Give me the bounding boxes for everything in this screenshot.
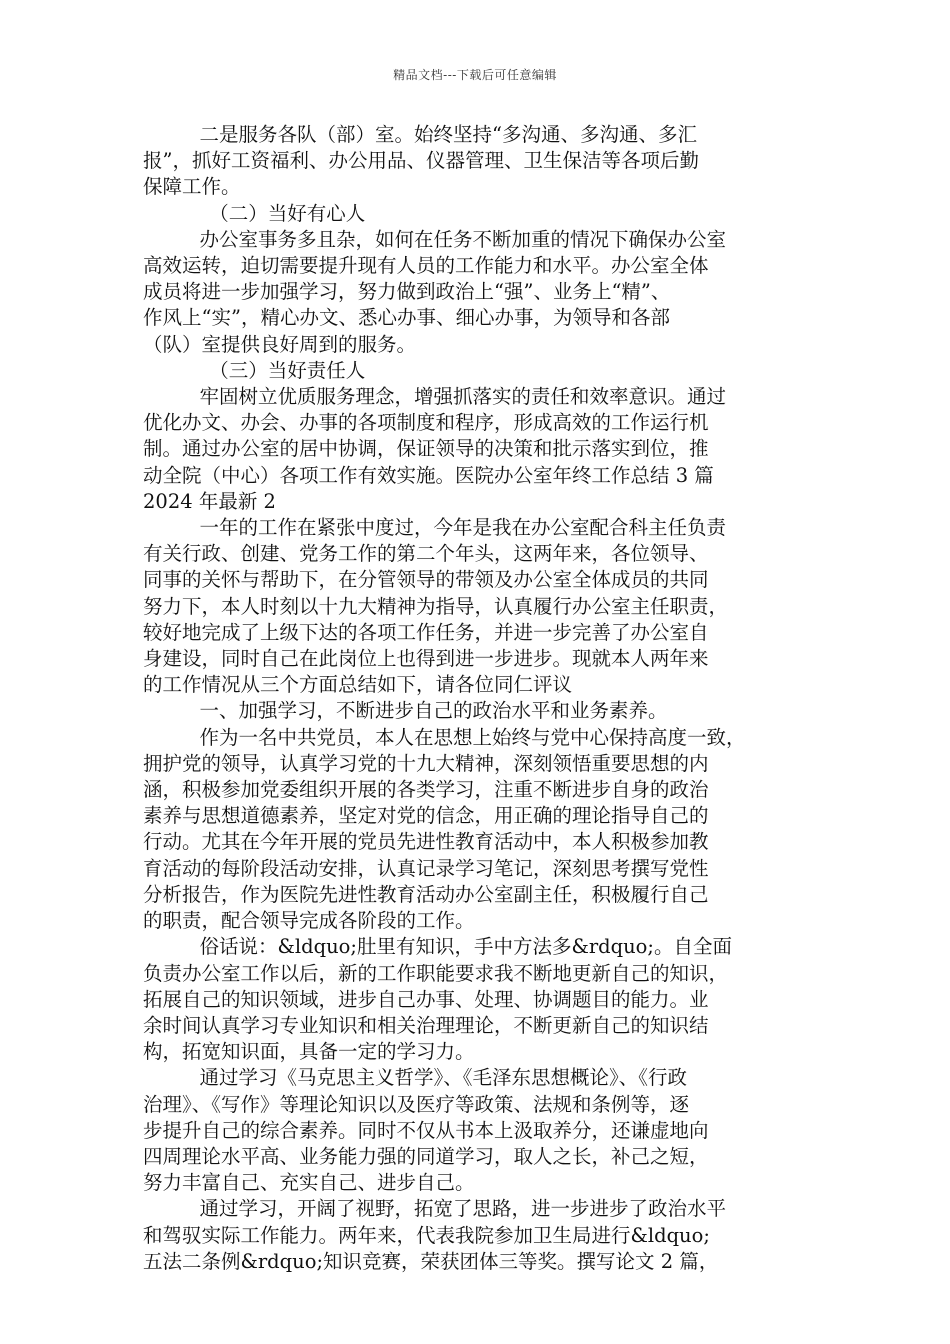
paragraph: 一、加强学习，不断进步自己的政治水平和业务素养。 — [199, 699, 668, 723]
paragraph: 俗话说：&ldquo;肚里有知识，手中方法多&rdquo;。自全面 负责办公室工作以后，新的工作职能要求我不断地更新自己的知识， 拓展自己的知识领域，进步自己办事、处理、协调题目的能力。业 余时间认真学习专业知识和相关治理理论，不断更新自己的知识结 构，拓宽知识面，具备一定的学习力。 — [143, 935, 732, 1064]
paragraph: 办公室事务多且杂，如何在任务不断加重的情况下确保办公室 高效运转，迫切需要提升现有人员的工作能力和水平。办公室全体 成员将进一步加强学习，努力做到政治上“强”、业务上“精”、 作风上“实”，精心办文、悉心办事、细心办事，为领导和各部 （队）室提供良好周到的服务。 — [143, 227, 727, 356]
paragraph: 通过学习，开阔了视野，拓宽了思路，进一步进步了政治水平 和驾驭实际工作能力。两年来，代表我院参加卫生局进行&ldquo; 五法二条例&rdquo;知识竞赛，荣获团体三等奖。撰写论文 2 篇， — [143, 1197, 727, 1273]
section-heading: （二）当好有心人 — [209, 201, 366, 225]
page-header: 精品文档---下载后可任意编辑 — [393, 68, 557, 82]
section-heading: （三）当好责任人 — [209, 358, 366, 382]
paragraph: 一年的工作在紧张中度过，今年是我在办公室配合科主任负责 有关行政、创建、党务工作的第二个年头，这两年来，各位领导、 同事的关怀与帮助下，在分管领导的带领及办公室全体成员的共同 努力下，本人时刻以十九大精神为指导，认真履行办公室主任职责， 较好地完成了上级下达的各项工作任务，并进一步完善了办公室自 身建设，同时自己在此岗位上也得到进一步进步。现就本人两年来 的工作情况从三个方面总结如下，请各位同仁评议 — [143, 516, 729, 697]
paragraph: 二是服务各队（部）室。始终坚持“多沟通、多沟通、多汇 报”，抓好工资福利、办公用品、仪器管理、卫生保洁等各项后勤 保障工作。 — [143, 123, 699, 199]
paragraph: 牢固树立优质服务理念，增强抓落实的责任和效率意识。通过 优化办文、办会、办事的各项制度和程序，形成高效的工作运行机 制。通过办公室的居中协调，保证领导的决策和批示落实到位，推 动全院（中心）各项工作有效实施。医院办公室年终工作总结 3 篇 2024 年最新 2 — [143, 385, 727, 513]
paragraph: 作为一名中共党员，本人在思想上始终与党中心保持高度一致， 拥护党的领导，认真学习党的十九大精神，深刻领悟重要思想的内 涵，积极参加党委组织开展的各类学习，注重不断进步自身的政治 素养与思想道德素养，坚定对党的信念，用正确的理论指导自己的 行动。尤其在今年开展的党员先进性教育活动中，本人积极参加教 育活动的每阶段活动安排，认真记录学习笔记，深刻思考撰写党性 分析报告，作为医院先进性教育活动办公室副主任，积极履行自己 的职责，配合领导完成各阶段的工作。 — [143, 725, 746, 933]
document-body — [143, 122, 808, 1275]
paragraph: 通过学习《马克思主义哲学》、《毛泽东思想概论》、《行政 治理》、《写作》等理论知识以及医疗等政策、法规和条例等，逐 步提升自己的综合素养。同时不仅从书本上汲取养分，还谦虚地向 四周理论水平高、业务能力强的同道学习，取人之长，补己之短， 努力丰富自己、充实自己、进步自己。 — [143, 1066, 709, 1195]
